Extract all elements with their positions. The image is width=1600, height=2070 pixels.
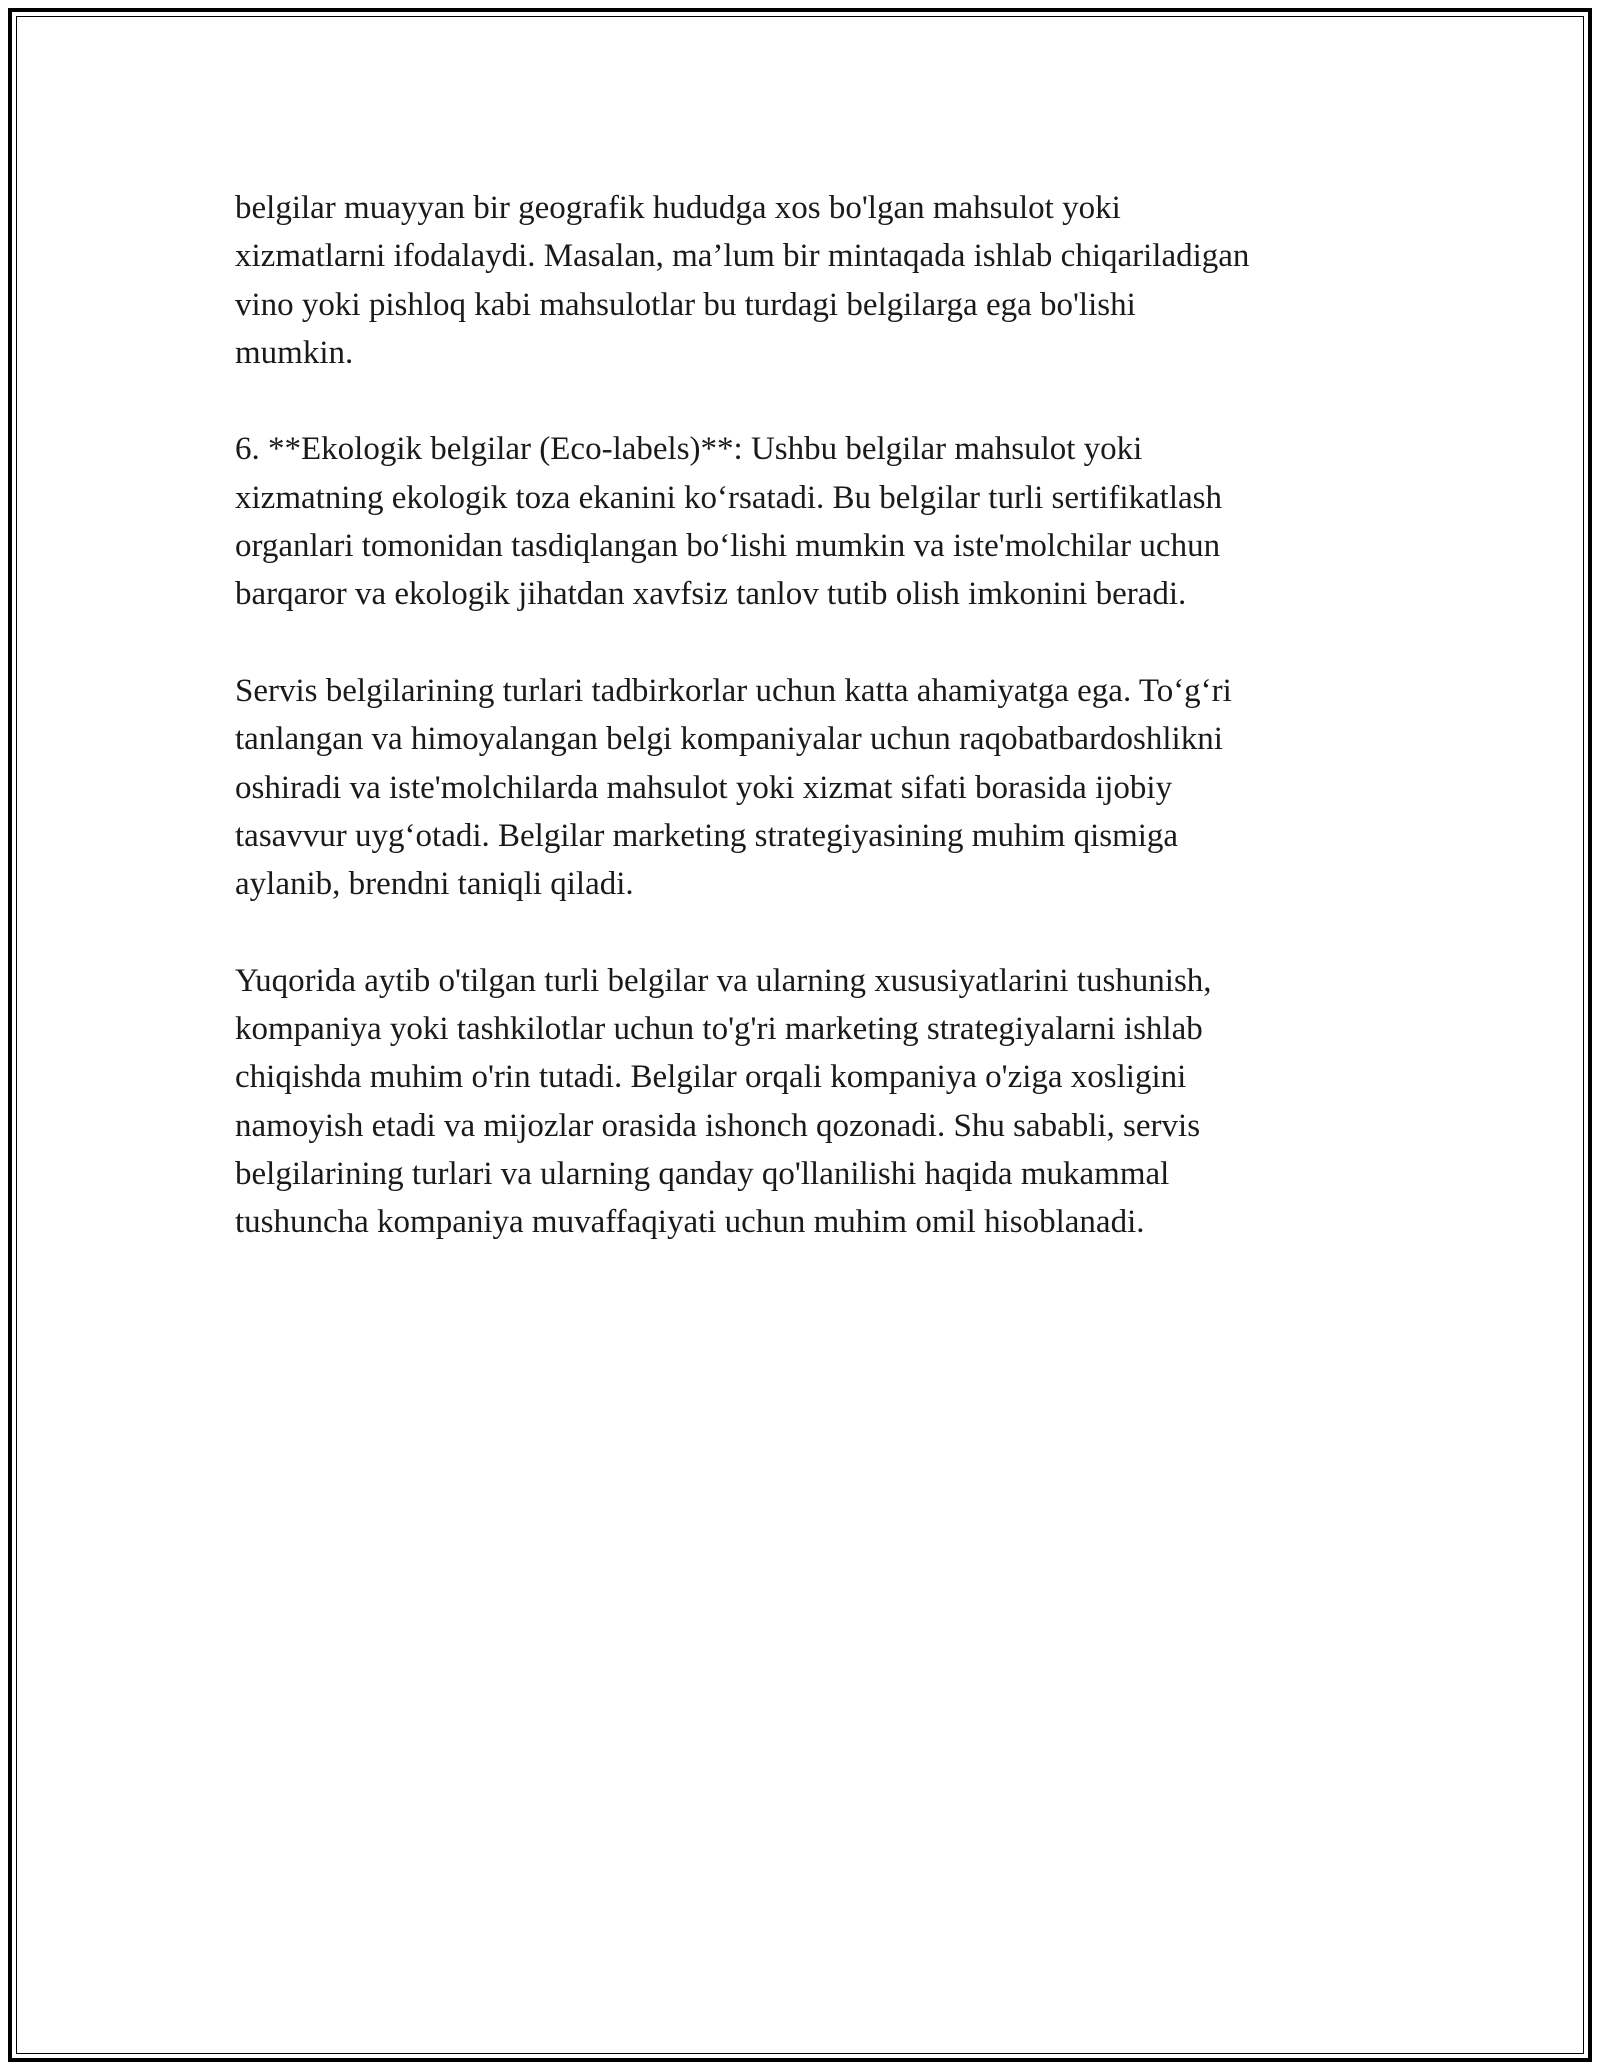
paragraph-geographic-indications: belgilar muayyan bir geografik hududga xos bo'lgan mahsulot yoki xizmatlarni ifodalaydi. Masalan, ma’lum bir mintaqada ishlab chiqariladigan vino yoki pishloq kabi mahsulotlar bu turdagi belgilarga ega bo'lishi mumkin. (235, 190, 1250, 371)
document-body (235, 184, 1375, 1295)
paragraph-conclusion: Yuqorida aytib o'tilgan turli belgilar va ularning xususiyatlarini tushunish, kompaniya yoki tashkilotlar uchun to'g'ri marketing strategiyalarni ishlab chiqishda muhim o'rin tutadi. Belgilar orqali kompaniya o'ziga xosligini namoyish etadi va mijozlar orasida ishonch qozonadi. Shu sababli, servis belgilarining turlari va ularning qanday qo'llanilishi haqida mukammal tushuncha kompaniya muvaffaqiyati uchun muhim omil hisoblanadi. (235, 962, 1212, 1241)
paragraph-service-marks-importance: Servis belgilarining turlari tadbirkorlar uchun katta ahamiyatga ega. Toʻgʻri tanlangan va himoyalangan belgi kompaniyalar uchun raqobatbardoshlikni oshiradi va iste'molchilarda mahsulot yoki xizmat sifati borasida ijobiy tasavvur uygʻotadi. Belgilar marketing strategiyasining muhim qismiga aylanib, brendni taniqli qiladi. (235, 672, 1232, 903)
paragraph-eco-labels: 6. **Ekologik belgilar (Eco-labels)**: Ushbu belgilar mahsulot yoki xizmatning ekologik toza ekanini koʻrsatadi. Bu belgilar turli sertifikatlash organlari tomonidan tasdiqlangan boʻlishi mumkin va iste'molchilar uchun barqaror va ekologik jihatdan xavfsiz tanlov tutib olish imkonini beradi. (235, 431, 1222, 613)
